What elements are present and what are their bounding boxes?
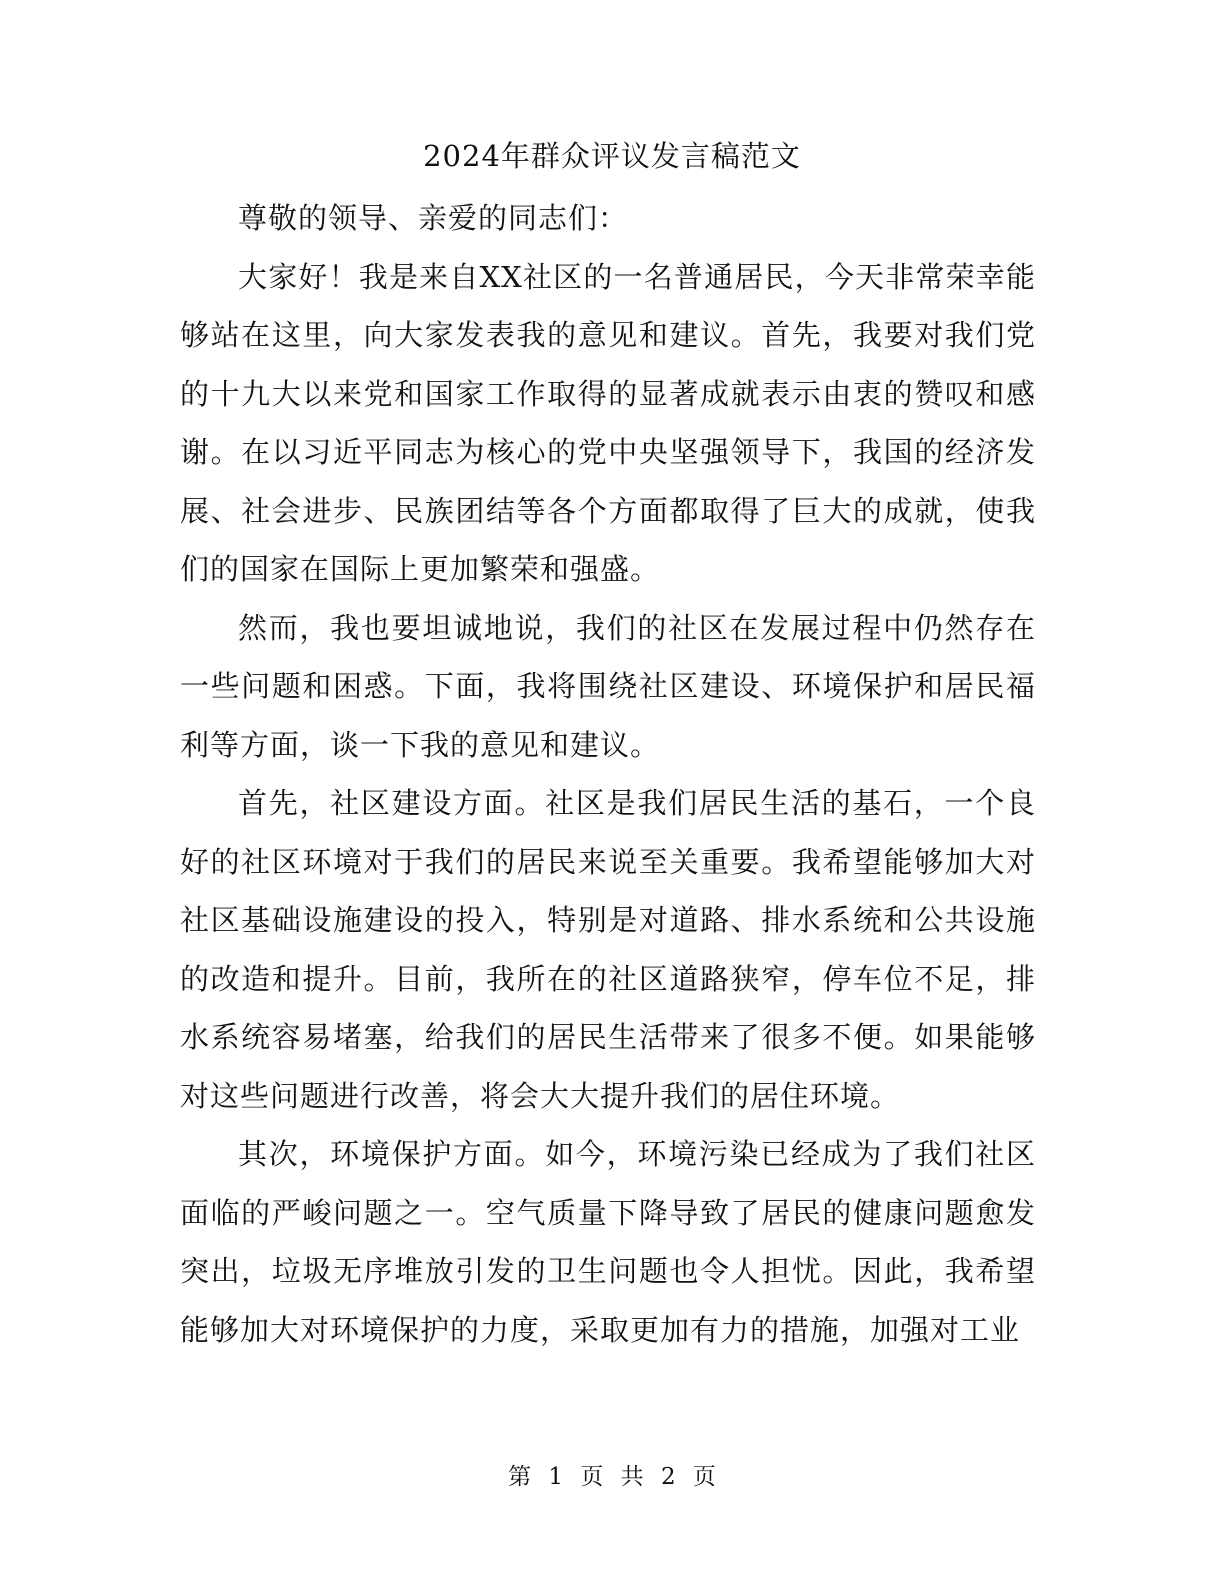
paragraph-community-building: 首先，社区建设方面。社区是我们居民生活的基石，一个良好的社区环境对于我们的居民来说至关重要。我希望能够加大对社区基础设施建设的投入，特别是对道路、排水系统和公共设施的改造和提升。目前，我所在的社区道路狭窄，停车位不足，排水系统容易堵塞，给我们的居民生活带来了很多不便。如果能够对这些问题进行改善，将会大大提升我们的居住环境。: [180, 786, 1036, 1113]
salutation: 尊敬的领导、亲爱的同志们：: [238, 201, 629, 235]
paragraph-greeting: 大家好！我是来自XX社区的一名普通居民，今天非常荣幸能够站在这里，向大家发表我的意见和建议。首先，我要对我们党的十九大以来党和国家工作取得的显著成就表示由衷的赞叹和感谢。在以习近平同志为核心的党中央坚强领导下，我国的经济发展、社会进步、民族团结等各个方面都取得了巨大的成就，使我们的国家在国际上更加繁荣和强盛。: [180, 259, 1036, 586]
document-title: 2024年群众评议发言稿范文: [423, 139, 801, 173]
document-body: [180, 189, 1036, 1359]
paragraph-problems: 然而，我也要坦诚地说，我们的社区在发展过程中仍然存在一些问题和困惑。下面，我将围绕社区建设、环境保护和居民福利等方面，谈一下我的意见和建议。: [180, 610, 1036, 762]
page-number-footer: 第 1 页 共 2 页: [508, 1464, 716, 1490]
paragraph-environment: 其次，环境保护方面。如今，环境污染已经成为了我们社区面临的严峻问题之一。空气质量下降导致了居民的健康问题愈发突出，垃圾无序堆放引发的卫生问题也令人担忧。因此，我希望能够加大对环境保护的力度，采取更加有力的措施，加强对工业: [180, 1137, 1036, 1347]
